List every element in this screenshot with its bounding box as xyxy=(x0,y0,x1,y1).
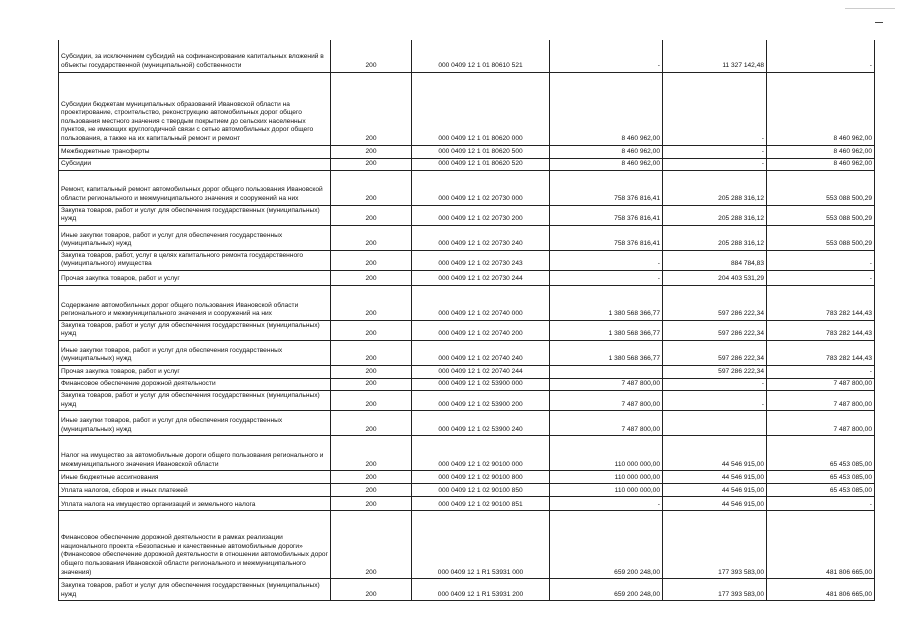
unexecuted-amount: 783 282 144,43 xyxy=(767,341,875,366)
unexecuted-amount: 553 088 500,29 xyxy=(767,170,875,205)
executed-amount: 204 403 531,29 xyxy=(663,270,767,285)
executed-amount: 44 546 915,00 xyxy=(663,484,767,497)
unexecuted-amount: 783 282 144,43 xyxy=(767,285,875,320)
executed-amount: 205 288 316,12 xyxy=(663,205,767,225)
line-code: 200 xyxy=(331,285,412,320)
executed-amount: 597 286 222,34 xyxy=(663,320,767,340)
budget-classification-code: 000 0409 12 1 01 80620 520 xyxy=(412,158,550,170)
approved-amount: 758 376 816,41 xyxy=(550,170,663,205)
unexecuted-amount: 7 487 800,00 xyxy=(767,379,875,391)
table-row xyxy=(59,391,875,411)
approved-amount: 758 376 816,41 xyxy=(550,205,663,225)
executed-amount: 205 288 316,12 xyxy=(663,170,767,205)
approved-amount: - xyxy=(550,497,663,511)
table-row xyxy=(59,511,875,579)
line-code: 200 xyxy=(331,471,412,484)
budget-classification-code: 000 0409 12 1 01 80620 500 xyxy=(412,145,550,158)
approved-amount: 8 460 962,00 xyxy=(550,158,663,170)
budget-classification-code: 000 0409 12 1 02 53900 240 xyxy=(412,411,550,436)
executed-amount: 44 546 915,00 xyxy=(663,497,767,511)
table-row xyxy=(59,579,875,601)
table-row xyxy=(59,225,875,250)
line-code: 200 xyxy=(331,341,412,366)
unexecuted-amount: - xyxy=(767,270,875,285)
approved-amount: 1 380 568 366,77 xyxy=(550,320,663,340)
approved-amount: 8 460 962,00 xyxy=(550,72,663,145)
line-code: 200 xyxy=(331,72,412,145)
budget-classification-code: 000 0409 12 1 02 90100 850 xyxy=(412,484,550,497)
line-code: 200 xyxy=(331,250,412,270)
unexecuted-amount: 8 460 962,00 xyxy=(767,158,875,170)
approved-amount: 1 380 568 366,77 xyxy=(550,285,663,320)
table-row xyxy=(59,379,875,391)
unexecuted-amount: - xyxy=(767,40,875,72)
budget-classification-code: 000 0409 12 1 02 53900 000 xyxy=(412,379,550,391)
line-code: 200 xyxy=(331,391,412,411)
executed-amount: 44 546 915,00 xyxy=(663,436,767,471)
table-row xyxy=(59,250,875,270)
budget-execution-table xyxy=(58,40,875,601)
row-name: Закупка товаров, работ и услуг для обеспечения государственных (муниципальных) нужд xyxy=(59,320,331,340)
unexecuted-amount: 481 806 665,00 xyxy=(767,579,875,601)
table-row xyxy=(59,270,875,285)
line-code: 200 xyxy=(331,436,412,471)
row-name: Субсидии, за исключением субсидий на софинансирование капитальных вложений в объекты государственной (муниципальной) собственности xyxy=(59,40,331,72)
budget-classification-code: 000 0409 12 1 R1 53931 000 xyxy=(412,511,550,579)
approved-amount: 110 000 000,00 xyxy=(550,436,663,471)
executed-amount: 177 393 583,00 xyxy=(663,579,767,601)
approved-amount: - xyxy=(550,270,663,285)
budget-classification-code: 000 0409 12 1 02 20730 000 xyxy=(412,170,550,205)
table-row xyxy=(59,484,875,497)
row-name: Уплата налогов, сборов и иных платежей xyxy=(59,484,331,497)
budget-classification-code: 000 0409 12 1 01 80620 000 xyxy=(412,72,550,145)
executed-amount: - xyxy=(663,158,767,170)
table-row xyxy=(59,205,875,225)
line-code: 200 xyxy=(331,579,412,601)
budget-classification-code: 000 0409 12 1 02 20730 244 xyxy=(412,270,550,285)
table-row xyxy=(59,320,875,340)
executed-amount: 11 327 142,48 xyxy=(663,40,767,72)
table-row xyxy=(59,40,875,72)
executed-amount: 44 546 915,00 xyxy=(663,471,767,484)
executed-amount: - xyxy=(663,72,767,145)
executed-amount: 597 286 222,34 xyxy=(663,366,767,379)
line-code: 200 xyxy=(331,170,412,205)
approved-amount: 659 200 248,00 xyxy=(550,511,663,579)
budget-classification-code: 000 0409 12 1 02 20740 000 xyxy=(412,285,550,320)
unexecuted-amount: - xyxy=(767,497,875,511)
unexecuted-amount: 8 460 962,00 xyxy=(767,72,875,145)
row-name: Иные закупки товаров, работ и услуг для обеспечения государственных (муниципальных) нужд xyxy=(59,411,331,436)
approved-amount xyxy=(550,366,663,379)
row-name: Закупка товаров, работ и услуг для обеспечения государственных (муниципальных) нужд xyxy=(59,579,331,601)
budget-classification-code: 000 0409 12 1 02 90100 000 xyxy=(412,436,550,471)
approved-amount: 659 200 248,00 xyxy=(550,579,663,601)
approved-amount: 1 380 568 366,77 xyxy=(550,341,663,366)
table-row xyxy=(59,411,875,436)
line-code: 200 xyxy=(331,158,412,170)
approved-amount: 110 000 000,00 xyxy=(550,484,663,497)
row-name: Ремонт, капитальный ремонт автомобильных дорог общего пользования Ивановской области регионального и межмуниципального значения и сооружений на них xyxy=(59,170,331,205)
line-code: 200 xyxy=(331,205,412,225)
row-name: Межбюджетные трансферты xyxy=(59,145,331,158)
row-name: Уплата налога на имущество организаций и земельного налога xyxy=(59,497,331,511)
executed-amount: 597 286 222,34 xyxy=(663,341,767,366)
approved-amount: 110 000 000,00 xyxy=(550,471,663,484)
table-row xyxy=(59,436,875,471)
row-name: Закупка товаров, работ, услуг в целях капитального ремонта государственного (муниципального) имущества xyxy=(59,250,331,270)
approved-amount: 7 487 800,00 xyxy=(550,411,663,436)
row-name: Иные бюджетные ассигнования xyxy=(59,471,331,484)
line-code: 200 xyxy=(331,40,412,72)
unexecuted-amount: 783 282 144,43 xyxy=(767,320,875,340)
executed-amount: 177 393 583,00 xyxy=(663,511,767,579)
row-name: Субсидии бюджетам муниципальных образований Ивановской области на проектирование, строительство, реконструкцию автомобильных дорог общего пользования местного значения с твердым покрытием до сельских населенных пунктов, не имеющих круглогодичной связи с сетью автомобильных дорог общего пользования, а также на их капитальный ремонт и ремонт xyxy=(59,72,331,145)
executed-amount: 205 288 316,12 xyxy=(663,225,767,250)
executed-amount: - xyxy=(663,145,767,158)
unexecuted-amount: 65 453 085,00 xyxy=(767,436,875,471)
table-row xyxy=(59,341,875,366)
line-code: 200 xyxy=(331,366,412,379)
scan-artifact xyxy=(845,8,895,9)
line-code: 200 xyxy=(331,484,412,497)
approved-amount: - xyxy=(550,40,663,72)
row-name: Налог на имущество за автомобильные дороги общего пользования регионального и межмуниципального значения Ивановской области xyxy=(59,436,331,471)
table-row xyxy=(59,170,875,205)
table-row xyxy=(59,471,875,484)
table-row xyxy=(59,285,875,320)
row-name: Иные закупки товаров, работ и услуг для обеспечения государственных (муниципальных) нужд xyxy=(59,225,331,250)
unexecuted-amount: 481 806 665,00 xyxy=(767,511,875,579)
budget-classification-code: 000 0409 12 1 02 20730 243 xyxy=(412,250,550,270)
unexecuted-amount: 7 487 800,00 xyxy=(767,411,875,436)
row-name: Закупка товаров, работ и услуг для обеспечения государственных (муниципальных) нужд xyxy=(59,391,331,411)
table-row xyxy=(59,158,875,170)
executed-amount: - xyxy=(663,379,767,391)
row-name: Закупка товаров, работ и услуг для обеспечения государственных (муниципальных) нужд xyxy=(59,205,331,225)
row-name: Иные закупки товаров, работ и услуг для обеспечения государственных (муниципальных) нужд xyxy=(59,341,331,366)
budget-classification-code: 000 0409 12 1 01 80610 521 xyxy=(412,40,550,72)
scan-artifact xyxy=(875,22,883,23)
unexecuted-amount: 8 460 962,00 xyxy=(767,145,875,158)
budget-classification-code: 000 0409 12 1 02 20730 240 xyxy=(412,225,550,250)
row-name: Финансовое обеспечение дорожной деятельности в рамках реализации национального проекта «Безопасные и качественные автомобильные дороги» (Финансовое обеспечение дорожной деятельности в отношении автомобильных дорог общего пользования Ивановской области регионального и межмуниципального значения) xyxy=(59,511,331,579)
line-code: 200 xyxy=(331,320,412,340)
unexecuted-amount: 65 453 085,00 xyxy=(767,484,875,497)
unexecuted-amount: 553 088 500,29 xyxy=(767,205,875,225)
budget-classification-code: 000 0409 12 1 02 20740 200 xyxy=(412,320,550,340)
approved-amount: 7 487 800,00 xyxy=(550,379,663,391)
line-code: 200 xyxy=(331,270,412,285)
budget-classification-code: 000 0409 12 1 R1 53931 200 xyxy=(412,579,550,601)
row-name: Субсидии xyxy=(59,158,331,170)
unexecuted-amount: 65 453 085,00 xyxy=(767,471,875,484)
executed-amount: - xyxy=(663,391,767,411)
budget-classification-code: 000 0409 12 1 02 90100 851 xyxy=(412,497,550,511)
line-code: 200 xyxy=(331,379,412,391)
row-name: Прочая закупка товаров, работ и услуг xyxy=(59,366,331,379)
unexecuted-amount: 553 088 500,29 xyxy=(767,225,875,250)
line-code: 200 xyxy=(331,511,412,579)
unexecuted-amount: - xyxy=(767,366,875,379)
row-name: Содержание автомобильных дорог общего пользования Ивановской области регионального и межмуниципального значения и сооружений на них xyxy=(59,285,331,320)
table-row xyxy=(59,497,875,511)
line-code: 200 xyxy=(331,225,412,250)
table-row xyxy=(59,145,875,158)
line-code: 200 xyxy=(331,145,412,158)
table-row xyxy=(59,366,875,379)
row-name: Финансовое обеспечение дорожной деятельности xyxy=(59,379,331,391)
executed-amount: 884 784,83 xyxy=(663,250,767,270)
budget-classification-code: 000 0409 12 1 02 90100 800 xyxy=(412,471,550,484)
executed-amount: 597 286 222,34 xyxy=(663,285,767,320)
budget-classification-code: 000 0409 12 1 02 53900 200 xyxy=(412,391,550,411)
line-code: 200 xyxy=(331,497,412,511)
approved-amount: - xyxy=(550,250,663,270)
table-row xyxy=(59,72,875,145)
approved-amount: 758 376 816,41 xyxy=(550,225,663,250)
budget-classification-code: 000 0409 12 1 02 20740 244 xyxy=(412,366,550,379)
budget-classification-code: 000 0409 12 1 02 20740 240 xyxy=(412,341,550,366)
unexecuted-amount: 7 487 800,00 xyxy=(767,391,875,411)
row-name: Прочая закупка товаров, работ и услуг xyxy=(59,270,331,285)
budget-classification-code: 000 0409 12 1 02 20730 200 xyxy=(412,205,550,225)
line-code: 200 xyxy=(331,411,412,436)
unexecuted-amount: - xyxy=(767,250,875,270)
executed-amount xyxy=(663,411,767,436)
approved-amount: 7 487 800,00 xyxy=(550,391,663,411)
approved-amount: 8 460 962,00 xyxy=(550,145,663,158)
